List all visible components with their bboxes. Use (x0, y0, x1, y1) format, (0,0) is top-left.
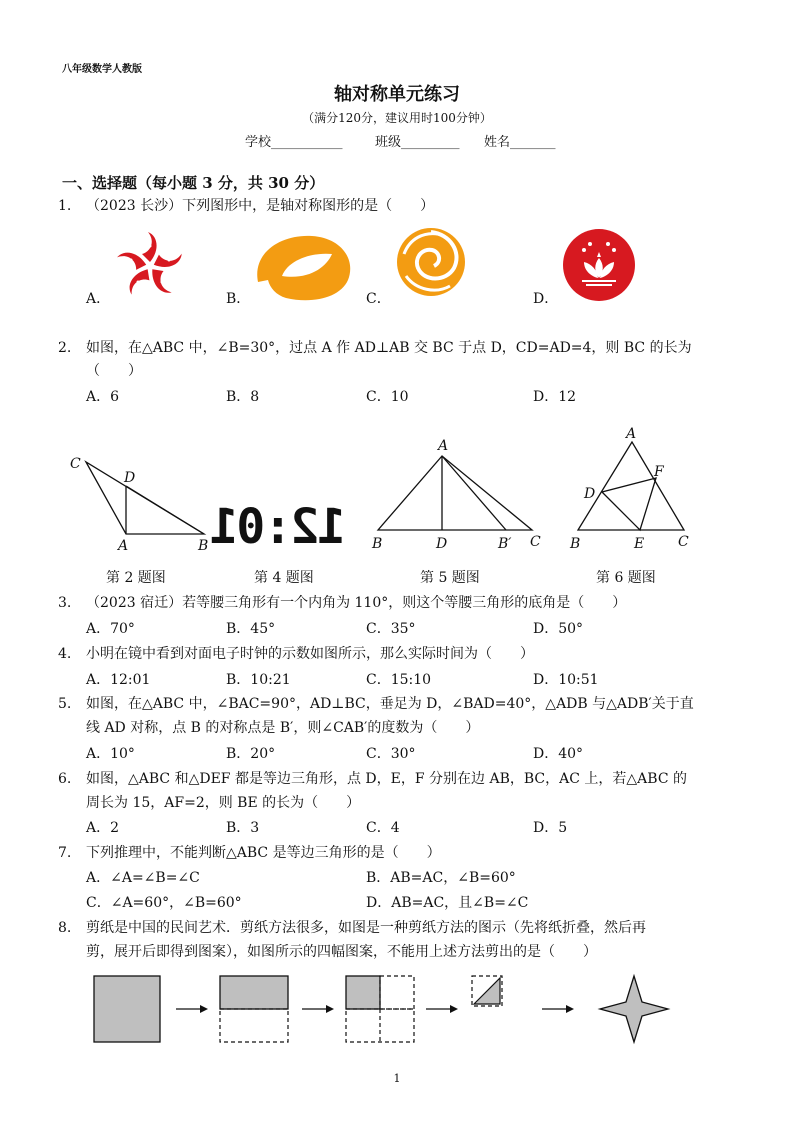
question-2-text-line1: 如图，在△ABC 中，∠B=30°，过点 A 作 AD⊥AB 交 BC 于点 D，CD=AD=4，则 BC 的长为 (86, 340, 692, 356)
page-title: 轴对称单元练习 (334, 84, 460, 105)
label-D: D (436, 536, 448, 552)
question-number: 4. (58, 646, 72, 662)
q7-option-a: A．∠A=∠B=∠C (86, 870, 200, 886)
q7-option-c: C．∠A=60°，∠B=60° (86, 895, 242, 911)
step1-square (94, 976, 160, 1042)
class-field: 班级_________ (375, 135, 460, 150)
q2-option-a: A．6 (86, 389, 120, 405)
orange-logo-shape-icon (252, 232, 354, 304)
q6-option-a: A．2 (86, 820, 120, 836)
label-F: F (654, 464, 664, 480)
q4-option-d: D．10:51 (533, 672, 599, 688)
question-number: 5. (58, 696, 72, 712)
name-field: 姓名_______ (484, 135, 556, 150)
label-A: A (438, 438, 449, 454)
step2-folded-half (220, 976, 288, 1009)
question-number: 8. (58, 920, 72, 936)
section-heading: 一、选择题（每小题 3 分，共 30 分） (62, 174, 325, 192)
q5-option-d: D．40° (533, 746, 584, 762)
paper-folding-diagram (88, 970, 688, 1050)
question-4-text: 小明在镜中看到对面电子时钟的示数如图所示，那么实际时间为（ ） (86, 646, 534, 662)
q5-option-a: A．10° (86, 746, 135, 762)
q7-option-b: B．AB=AC，∠B=60° (366, 870, 516, 886)
q2-option-c: C．10 (366, 389, 409, 405)
q4-option-b: B．10:21 (226, 672, 291, 688)
question-5-text-line1: 如图，在△ABC 中，∠BAC=90°，AD⊥BC，垂足为 D，∠BAD=40°，△ADB 与△ADB′关于直 (86, 696, 694, 712)
label-D: D (584, 486, 596, 502)
question-number: 3. (58, 595, 72, 611)
question-6-text-line1: 如图，△ABC 和△DEF 都是等边三角形，点 D，E，F 分别在边 AB，BC，AC 上，若△ABC 的 (86, 771, 687, 787)
q3-option-a: A．70° (86, 621, 135, 637)
question-5-text-line2: 线 AD 对称，点 B 的对称点是 B′，则∠CAB′的度数为（ ） (86, 720, 480, 736)
four-point-star-result (600, 976, 668, 1042)
caption-fig5: 第 5 题图 (420, 570, 480, 586)
question-7-text: 下列推理中，不能判断△ABC 是等边三角形的是（ ） (86, 845, 441, 861)
arrow-icon (426, 1005, 458, 1013)
q1-option-b: B． (226, 291, 251, 307)
arrow-icon (176, 1005, 208, 1013)
caption-fig2: 第 2 题图 (106, 570, 166, 586)
q3-option-c: C．35° (366, 621, 416, 637)
phoenix-swirl-logo-icon (392, 224, 470, 300)
hong-kong-bauhinia-flower-icon (112, 228, 188, 304)
question-6-text-line2: 周长为 15，AF=2，则 BE 的长为（ ） (86, 795, 361, 811)
label-A: A (626, 426, 637, 442)
header-tag: 八年级数学人教版 (62, 64, 142, 75)
q3-option-b: B．45° (226, 621, 276, 637)
arrow-icon (302, 1005, 334, 1013)
mirrored-digital-clock: 12:01 (211, 499, 346, 555)
question-number: 7. (58, 845, 72, 861)
label-B: B (570, 536, 581, 552)
figure-q5 (364, 432, 550, 556)
question-1-text: （2023 长沙）下列图形中，是轴对称图形的是（ ） (86, 198, 435, 214)
figure-q2 (62, 448, 222, 558)
page-number: 1 (393, 1072, 401, 1085)
question-number: 2. (58, 340, 72, 356)
q1-option-c: C． (366, 291, 391, 307)
question-8-text-line2: 剪，展开后即得到图案），如图所示的四幅图案，不能用上述方法剪出的是（ ） (86, 944, 597, 960)
label-B-prime: B′ (498, 536, 512, 552)
q6-option-b: B．3 (226, 820, 260, 836)
q4-option-c: C．15:10 (366, 672, 432, 688)
school-field: 学校___________ (245, 135, 343, 150)
label-B: B (198, 538, 209, 554)
label-A: A (118, 538, 129, 554)
question-8-text-line1: 剪纸是中国的民间艺术．剪纸方法很多，如图是一种剪纸方法的图示（先将纸折叠，然后再 (86, 920, 646, 936)
q3-option-d: D．50° (533, 621, 584, 637)
caption-fig6: 第 6 题图 (596, 570, 656, 586)
q1-option-a: A． (86, 291, 111, 307)
q5-option-b: B．20° (226, 746, 276, 762)
step3-folded-quarter (346, 976, 380, 1009)
subtitle: （满分120分，建议用时100分钟） (302, 111, 492, 125)
q2-option-b: B．8 (226, 389, 260, 405)
q5-option-c: C．30° (366, 746, 416, 762)
caption-fig4: 第 4 题图 (254, 570, 314, 586)
q2-option-d: D．12 (533, 389, 577, 405)
label-B: B (372, 536, 383, 552)
question-2-text-line2: （ ） (86, 363, 142, 379)
label-C: C (70, 456, 81, 472)
question-3-text: （2023 宿迁）若等腰三角形有一个内角为 110°，则这个等腰三角形的底角是（ ） (86, 595, 627, 611)
figure-q6 (564, 422, 700, 556)
q7-option-d: D．AB=AC，且∠B=∠C (366, 895, 529, 911)
question-number: 1. (58, 198, 72, 214)
q6-option-d: D．5 (533, 820, 568, 836)
q1-option-d: D． (533, 291, 559, 307)
q4-option-a: A．12:01 (86, 672, 151, 688)
label-E: E (634, 536, 645, 552)
label-D: D (124, 470, 136, 486)
label-C: C (678, 534, 689, 550)
arrow-icon (542, 1005, 574, 1013)
q6-option-c: C．4 (366, 820, 400, 836)
label-C: C (530, 534, 541, 550)
question-number: 6. (58, 771, 72, 787)
macau-lotus-emblem-icon (562, 228, 636, 302)
